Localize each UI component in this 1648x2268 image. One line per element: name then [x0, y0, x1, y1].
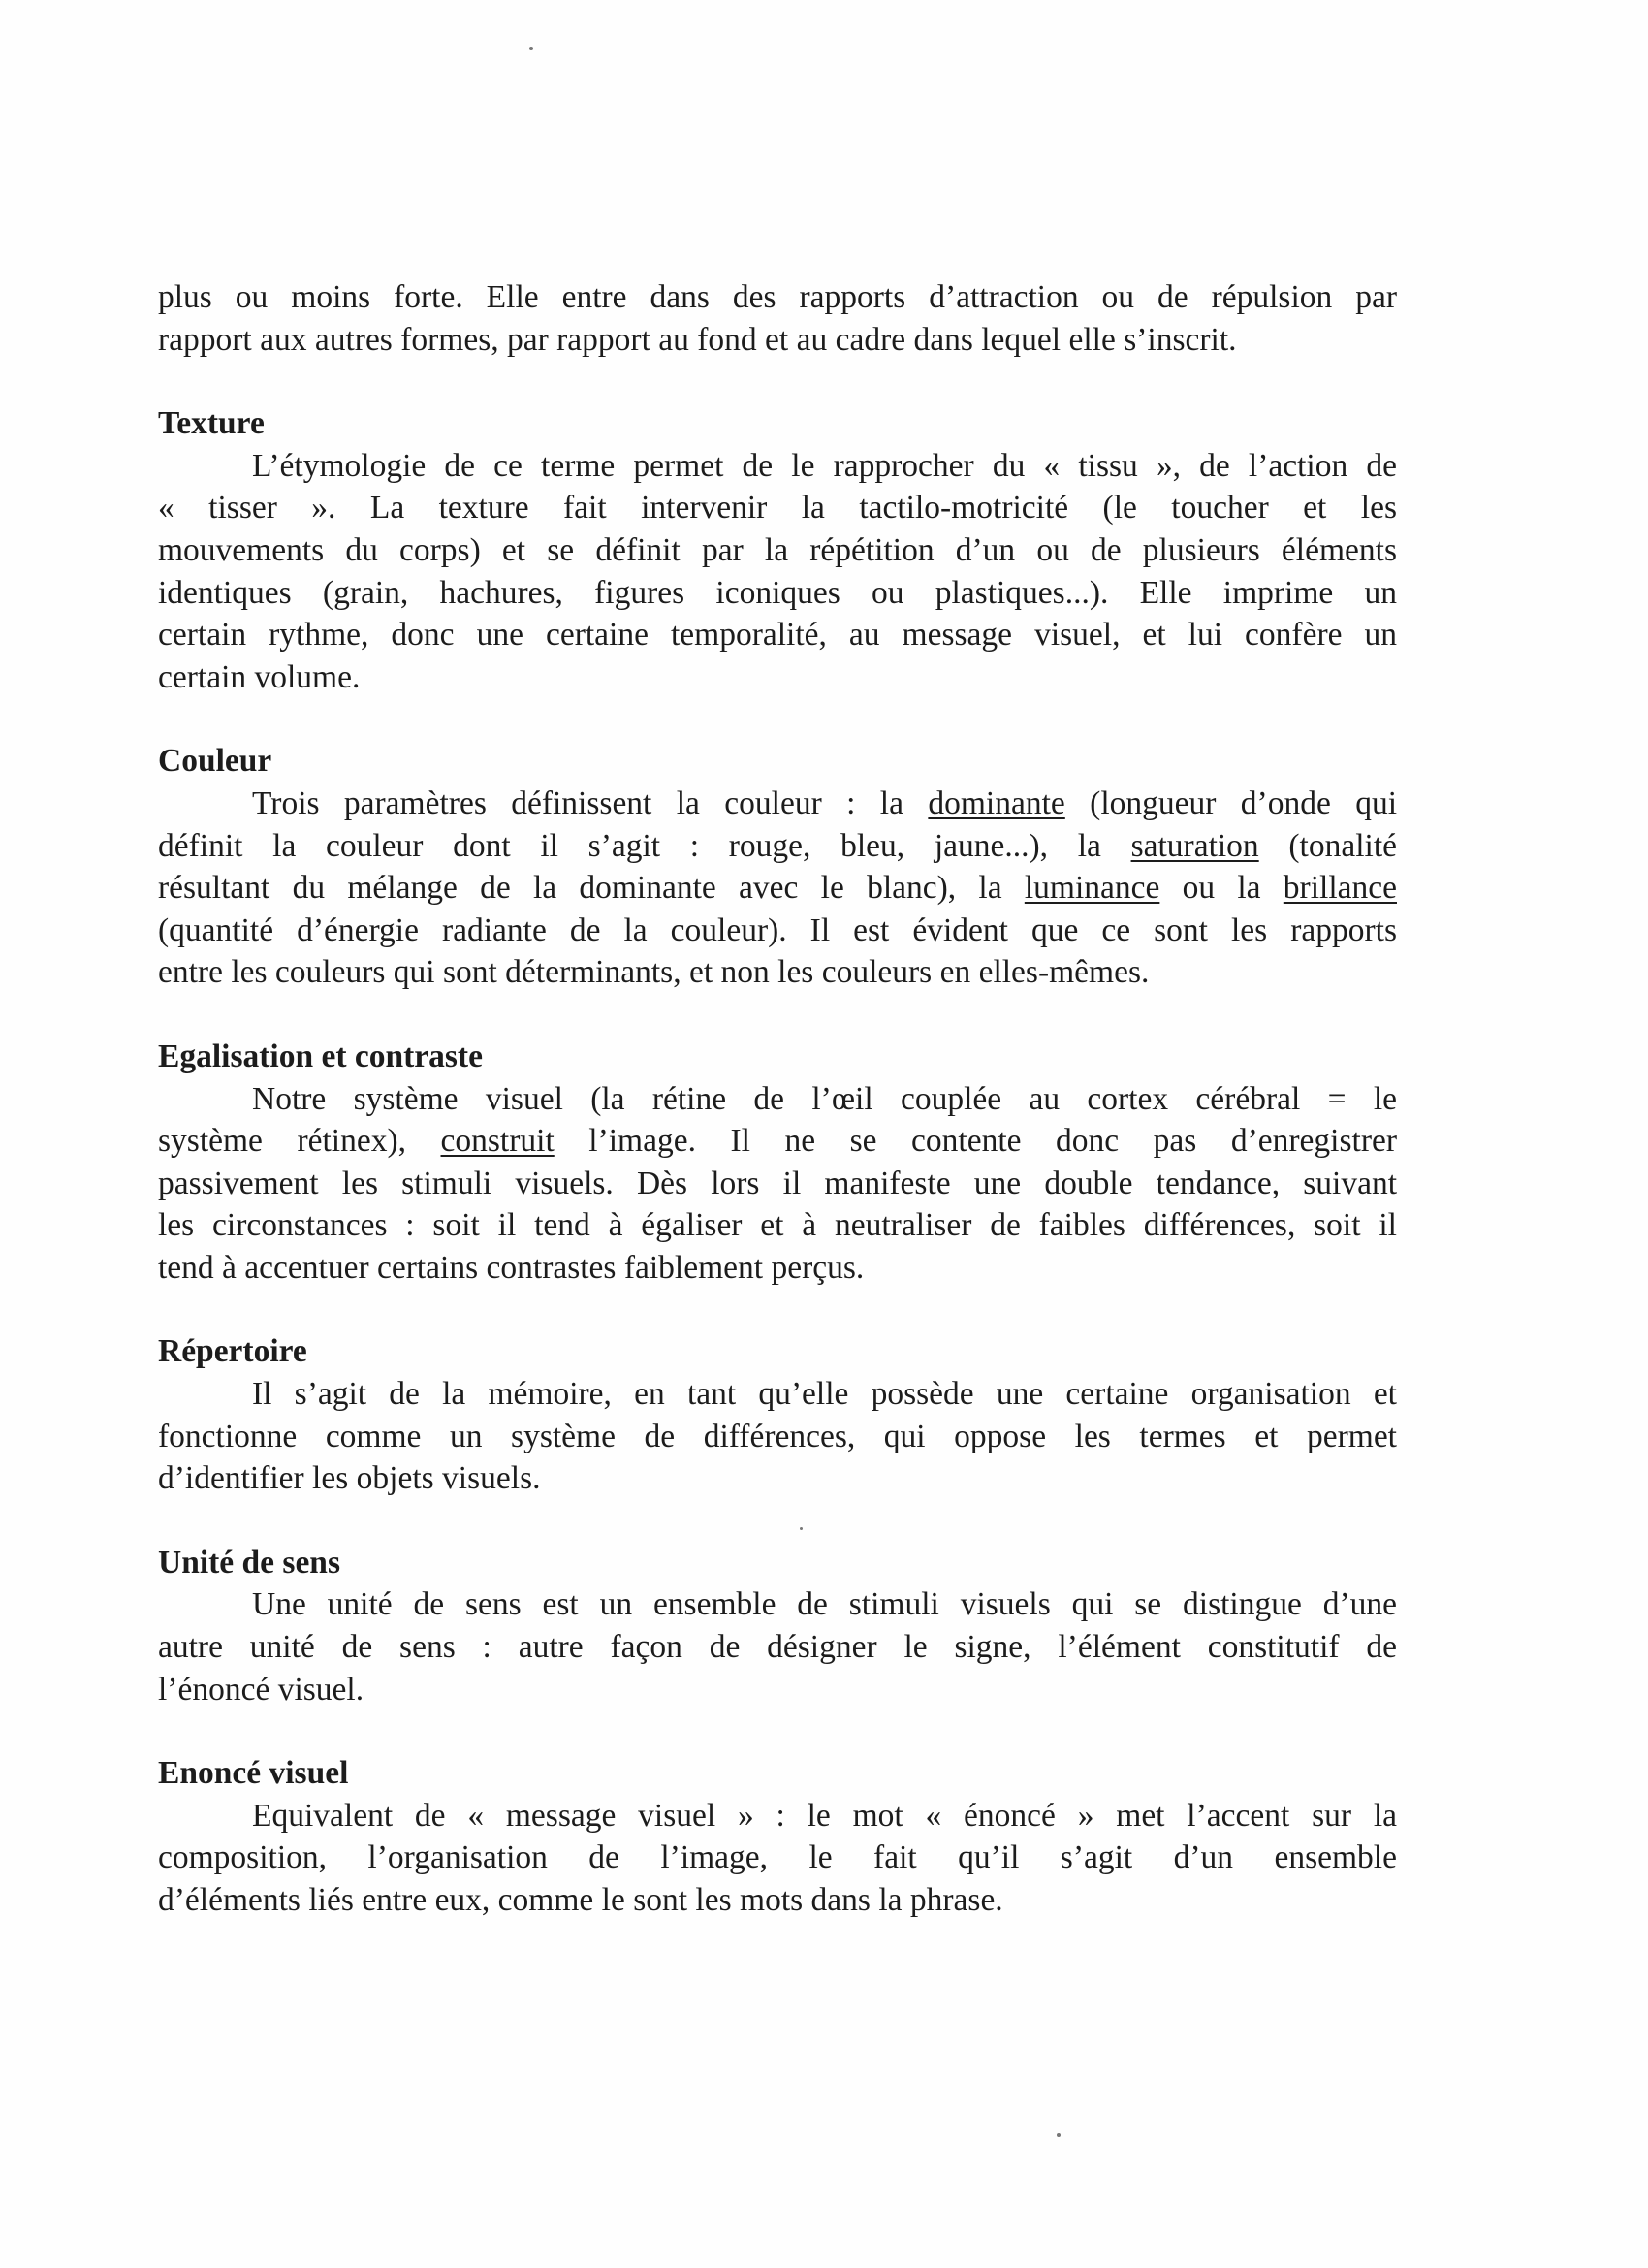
document-page — [158, 276, 1397, 1922]
term-saturation: saturation — [1130, 827, 1259, 864]
text-line: tend à accentuer certains contrastes faiblement perçus. — [158, 1249, 865, 1286]
text-line: certain volume. — [158, 658, 361, 695]
section-heading: Répertoire — [158, 1333, 307, 1370]
text-line: identiques (grain, hachures, figures iconiques ou plastiques...). Elle imprime un — [158, 574, 1397, 611]
text-line: « tisser ». La texture fait intervenir la tactilo-motricité (le toucher et les — [158, 490, 1397, 527]
text-line: (quantité d’énergie radiante de la couleur). Il est évident que ce sont les rapports — [158, 911, 1397, 948]
text-line: passivement les stimuli visuels. Dès lors il manifeste une double tendance, suivant — [158, 1165, 1397, 1201]
text-line: les circonstances : soit il tend à égaliser et à neutraliser de faibles différences, soit il — [158, 1207, 1397, 1244]
section-heading: Texture — [158, 405, 265, 442]
text-line: définit la couleur dont il s’agit : rouge, bleu, jaune...), la saturation (tonalité — [158, 827, 1397, 864]
text-line: d’identifier les objets visuels. — [158, 1460, 541, 1497]
intro-paragraph — [158, 276, 1397, 361]
text-line: Une unité de sens est un ensemble de stimuli visuels qui se distingue d’une — [252, 1586, 1397, 1623]
text-line: l’énoncé visuel. — [158, 1671, 364, 1708]
text-line: entre les couleurs qui sont déterminants, et non les couleurs en elles-mêmes. — [158, 954, 1150, 991]
text-line: mouvements du corps) et se définit par la répétition d’un ou de plusieurs éléments — [158, 531, 1397, 568]
scan-speck — [1057, 2133, 1061, 2137]
section-texture — [158, 402, 1397, 698]
term-dominante: dominante — [928, 784, 1065, 821]
text-line: composition, l’organisation de l’image, le fait qu’il s’agit d’un ensemble — [158, 1839, 1397, 1876]
text-line: Il s’agit de la mémoire, en tant qu’elle possède une certaine organisation et — [252, 1376, 1397, 1413]
text-line: fonctionne comme un système de différences, qui oppose les termes et permet — [158, 1418, 1397, 1454]
section-heading: Egalisation et contraste — [158, 1038, 483, 1074]
section-enonce-visuel — [158, 1752, 1397, 1921]
text-line: plus ou moins forte. Elle entre dans des rapports d’attraction ou de répulsion par — [158, 279, 1397, 315]
section-egalisation — [158, 1036, 1397, 1290]
text-line: Trois paramètres définissent la couleur : la dominante (longueur d’onde qui — [252, 784, 1397, 821]
text-line: rapport aux autres formes, par rapport au fond et au cadre dans lequel elle s’inscrit. — [158, 321, 1237, 358]
scan-speck — [529, 47, 533, 50]
text-line: autre unité de sens : autre façon de désigner le signe, l’élément constitutif de — [158, 1629, 1397, 1666]
section-repertoire — [158, 1330, 1397, 1499]
section-unite-de-sens — [158, 1542, 1397, 1710]
term-brillance: brillance — [1283, 870, 1397, 907]
section-heading: Enoncé visuel — [158, 1755, 349, 1792]
scan-speck — [800, 1527, 803, 1530]
text-line: Notre système visuel (la rétine de l’œil couplée au cortex cérébral = le — [252, 1080, 1397, 1117]
section-couleur — [158, 740, 1397, 994]
text-line: d’éléments liés entre eux, comme le sont les mots dans la phrase. — [158, 1882, 1003, 1918]
text-line: certain rythme, donc une certaine temporalité, au message visuel, et lui confère un — [158, 617, 1397, 654]
text-line: résultant du mélange de la dominante avec le blanc), la luminance ou la brillance — [158, 870, 1397, 907]
text-line: L’étymologie de ce terme permet de le rapprocher du « tissu », de l’action de — [252, 447, 1397, 484]
term-construit: construit — [440, 1123, 555, 1160]
section-heading: Couleur — [158, 743, 272, 780]
term-luminance: luminance — [1024, 870, 1160, 907]
text-line: système rétinex), construit l’image. Il ne se contente donc pas d’enregistrer — [158, 1123, 1397, 1160]
section-heading: Unité de sens — [158, 1544, 340, 1581]
text-line: Equivalent de « message visuel » : le mot « énoncé » met l’accent sur la — [252, 1797, 1397, 1834]
